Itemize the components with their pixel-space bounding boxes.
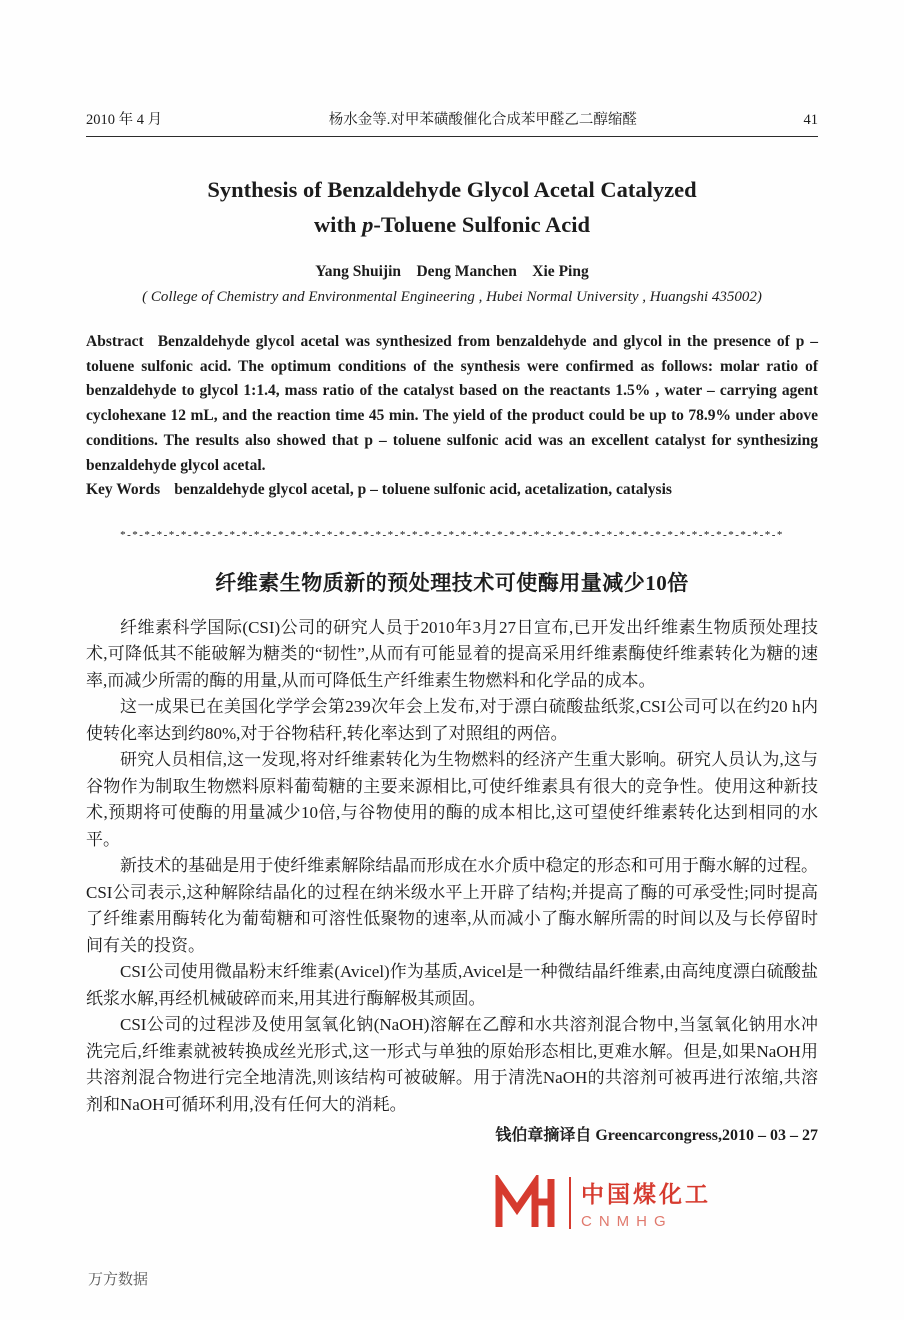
article-paragraph-5: CSI公司使用微晶粉末纤维素(Avicel)作为基质,Avicel是一种微结晶纤维素,由高纯度漂白硫酸盐纸浆水解,再经机械破碎而来,用其进行酶解极其顽固。: [86, 962, 818, 1008]
english-title-line2-post: -Toluene Sulfonic Acid: [373, 211, 591, 237]
cnmhg-logo-icon: [493, 1175, 559, 1231]
header-page-number: 41: [803, 112, 818, 128]
english-title-line1: Synthesis of Benzaldehyde Glycol Acetal Catalyzed: [207, 177, 697, 202]
wanfang-watermark: 万方数据: [88, 1271, 149, 1288]
article-paragraph-4: 新技术的基础是用于使纤维素解除结晶而形成在水介质中稳定的形态和可用于酶水解的过程。CSI公司表示,这种解除结晶化的过程在纳米级水平上开辟了结构;并提高了酶的可承受性;同时提高了纤维素用酶转化为葡萄糖和可溶性低聚物的速率,从而减小了酶水解所需的时间以及与长停留时间有关的投资。: [86, 856, 818, 955]
logo-texts: [581, 1176, 711, 1230]
logo-latin-name: CNMHG: [581, 1213, 673, 1231]
article-paragraph-3: 研究人员相信,这一发现,将对纤维素转化为生物燃料的经济产生重大影响。研究人员认为,这与谷物作为制取生物燃料原料葡萄糖的主要来源相比,可使纤维素具有很大的竞争性。使用这种新技术,预期将可使酶的用量减少10倍,与谷物使用的酶的成本相比,这可望使纤维素转化达到相同的水平。: [86, 750, 818, 849]
chinese-article-title: 纤维素生物质新的预处理技术可使酶用量减少10倍: [215, 570, 689, 595]
abstract-text: Benzaldehyde glycol acetal was synthesized from benzaldehyde and glycol in the presence of p – toluene sulfonic acid. The optimum conditions of the synthesis were confirmed as follows: molar ratio of benzaldehyde to glycol 1:1.4, mass ratio of the catalyst based on the reactants 1.5% , water – carrying agent cyclohexane 12 mL, and the reaction time 45 min. The yield of the product could be up to 78.9% under above conditions. The results also showed that p – toluene sulfonic acid was an excellent catalyst for synthesizing benzaldehyde glycol acetal.: [86, 332, 818, 474]
header-rule: [86, 136, 818, 137]
attribution-line: 钱伯章摘译自 Greencarcongress,2010 – 03 – 27: [495, 1127, 818, 1145]
abstract-block: [86, 330, 818, 479]
abstract-label: Abstract: [86, 332, 144, 350]
article-paragraph-1: 纤维素科学国际(CSI)公司的研究人员于2010年3月27日宣布,已开发出纤维素生物质预处理技术,可降低其不能破解为糖类的“韧性”,从而有可能显着的提高采用纤维素酶使纤维素转化为糖的速率,而减少所需的酶的用量,从而可降低生产纤维素生物燃料和化学品的成本。: [86, 617, 818, 690]
article-paragraph-2: 这一成果已在美国化学学会第239次年会上发布,对于漂白硫酸盐纸浆,CSI公司可以在约20 h内使转化率达到约80%,对于谷物秸秆,转化率达到了对照组的两倍。: [86, 697, 818, 743]
article-body: [86, 615, 818, 1119]
header-running-title: 杨水金等.对甲苯磺酸催化合成苯甲醛乙二醇缩醛: [328, 112, 637, 128]
article-paragraph-6: CSI公司的过程涉及使用氢氧化钠(NaOH)溶解在乙醇和水共溶剂混合物中,当氢氧化钠用水冲洗完后,纤维素就被转换成丝光形式,这一形式与单独的原始形态相比,更难水解。但是,如果NaOH用共溶剂混合物进行完全地清洗,则该结构可被破解。用于清洗NaOH的共溶剂可被再进行浓缩,共溶剂和NaOH可循环利用,没有任何大的消耗。: [86, 1015, 818, 1114]
authors-line: Yang Shuijin Deng Manchen Xie Ping: [315, 262, 589, 280]
keywords-label: Key Words: [86, 480, 161, 498]
logo-divider: [569, 1177, 571, 1229]
header-date: 2010 年 4 月: [86, 112, 163, 128]
page-header: [86, 0, 818, 129]
english-title-line2-pre: with: [313, 211, 363, 237]
logo-chinese-name: 中国煤化工: [581, 1181, 711, 1208]
cnmhg-logo: [493, 1175, 711, 1231]
section-divider: *-*-*-*-*-*-*-*-*-*-*-*-*-*-*-*-*-*-*-*-*-*-*-*-*-*-*-*-*-*-*-*-*-*-*-*-*-*-*-*-*-*-*-*-*-*-*-*-*-*-*-*-*-*-*: [120, 528, 784, 541]
keywords-block: [86, 481, 818, 499]
affiliation-line: ( College of Chemistry and Environmental Engineering , Hubei Normal University , Huangshi 435002): [142, 288, 762, 305]
english-title-line2-italic: p: [362, 211, 374, 237]
english-title: [86, 173, 818, 243]
keywords-text: benzaldehyde glycol acetal, p – toluene sulfonic acid, acetalization, catalysis: [174, 480, 672, 498]
